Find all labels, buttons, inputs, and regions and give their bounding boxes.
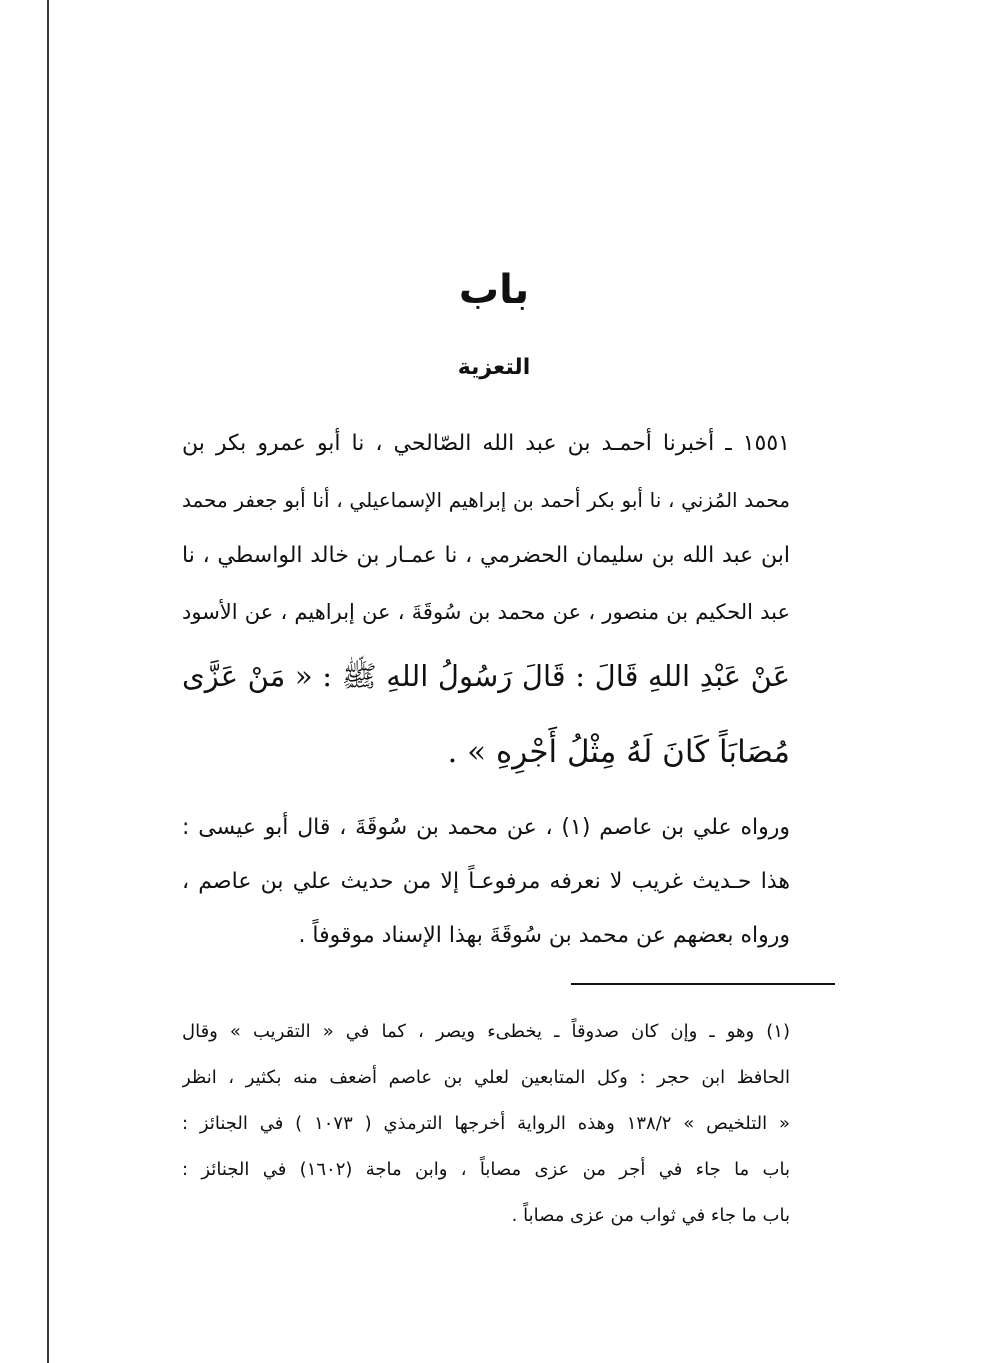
hadith-commentary — [182, 808, 790, 970]
footnote-separator — [571, 983, 835, 985]
footnote-line: (١) وهو ـ وإن كان صدوقاً ـ يخطىء ويصر ، كما في « التقريب » وقال — [182, 1021, 790, 1042]
commentary-line: ورواه علي بن عاصم (١) ، عن محمد بن سُوقَةَ ، قال أبو عيسى : — [182, 815, 790, 840]
footnote-line: « التلخيص » ١٣٨/٢ وهذه الرواية أخرجها الترمذي ( ١٠٧٣ ) في الجنائز : — [182, 1113, 790, 1134]
hadith-matn — [182, 648, 790, 800]
footnote-line: باب ما جاء في ثواب من عزى مصاباً . — [511, 1205, 790, 1226]
commentary-line: هذا حـديث غريب لا نعرفه مرفوعـاً إلا من حديث علي بن عاصم ، — [182, 869, 790, 894]
footnote-line: باب ما جاء في أجر من عزى مصاباً ، وابن ماجة (١٦٠٢) في الجنائز : — [182, 1159, 790, 1180]
page-edge-line — [47, 0, 49, 1363]
footnote-line: الحافظ ابن حجر : وكل المتابعين لعلي بن عاصم أضعف منه بكثير ، انظر — [182, 1067, 790, 1088]
isnad-line: ١٥٥١ ـ أخبرنا أحمـد بن عبد الله الصّالحي ، نا أبو عمرو بكر بن — [182, 431, 790, 456]
matn-line: عَنْ عَبْدِ اللهِ قَالَ : قَالَ رَسُولُ اللهِ ﷺ : « مَنْ عَزَّى — [182, 659, 790, 693]
hadith-isnad — [182, 424, 790, 648]
footnotes — [182, 1015, 790, 1245]
chapter-subtitle: التعزية — [457, 355, 531, 380]
isnad-line: ابن عبد الله بن سليمان الحضرمي ، نا عمـار بن خالد الواسطي ، نا — [182, 543, 790, 568]
isnad-line: عبد الحكيم بن منصور ، عن محمد بن سُوقَةَ ، عن إبراهيم ، عن الأسود — [182, 600, 790, 624]
chapter-heading: باب — [458, 267, 530, 313]
commentary-line: ورواه بعضهم عن محمد بن سُوقَةَ بهذا الإسناد موقوفاً . — [298, 923, 790, 948]
matn-line: مُصَابَاً كَانَ لَهُ مِثْلُ أَجْرِهِ » . — [447, 734, 790, 770]
isnad-line: محمد المُزني ، نا أبو بكر أحمد بن إبراهيم الإسماعيلي ، أنا أبو جعفر محمد — [182, 488, 790, 512]
